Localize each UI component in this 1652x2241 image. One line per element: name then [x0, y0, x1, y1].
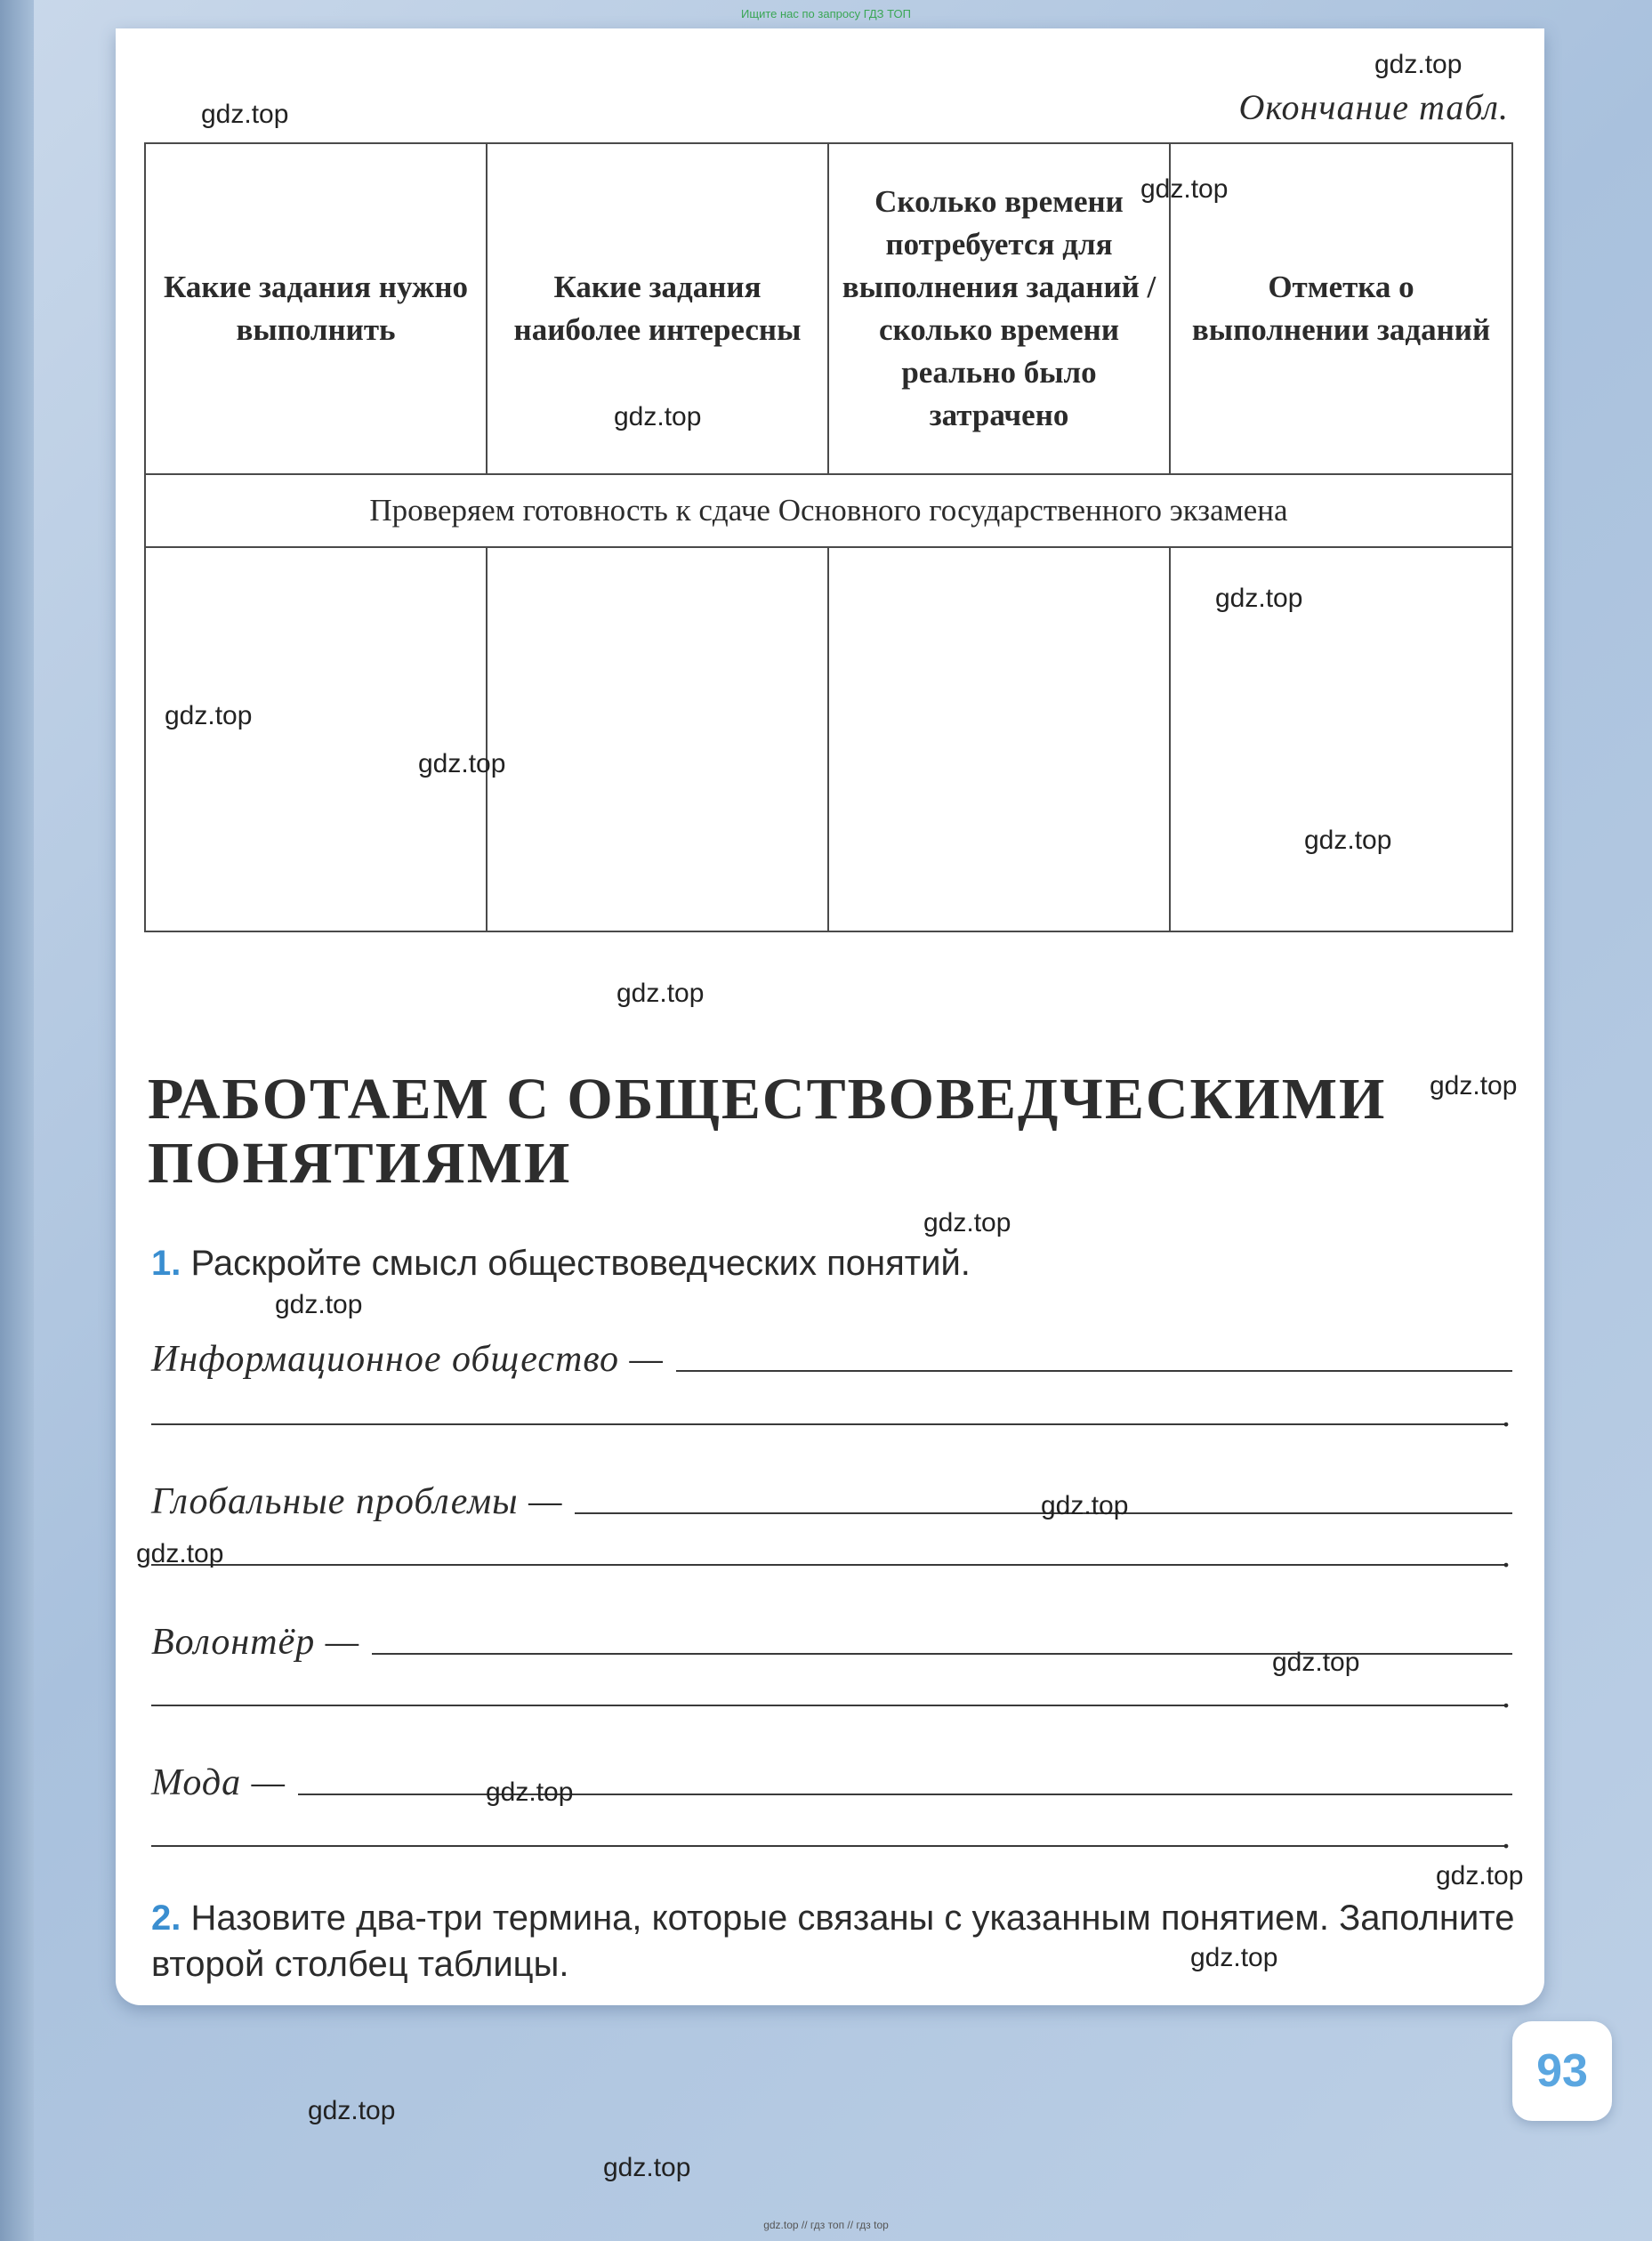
book-spine: [0, 0, 34, 2241]
watermark: gdz.top: [1215, 584, 1303, 613]
section-oge-readiness: Проверяем готовность к сдаче Основного государственного экзамена: [145, 474, 1512, 547]
term-information-society: Информационное общество —: [151, 1339, 664, 1380]
answer-line[interactable]: [151, 1845, 1505, 1847]
watermark: gdz.top: [614, 402, 702, 431]
watermark: gdz.top: [1430, 1071, 1518, 1100]
table-header-row: [145, 143, 1512, 474]
term-line-information-society: [151, 1327, 1512, 1381]
term-fashion: Мода —: [151, 1762, 286, 1803]
line-end-dot: .: [1502, 1816, 1511, 1856]
table-section-row: [145, 474, 1512, 547]
watermark: gdz.top: [1140, 174, 1229, 204]
task-1: [151, 1240, 1521, 1286]
task-1-text: Раскройте смысл обществоведческих понятий.: [190, 1244, 971, 1283]
watermark: gdz.top: [1436, 1861, 1524, 1890]
watermark: gdz.top: [616, 979, 705, 1008]
answer-line[interactable]: [298, 1794, 1512, 1795]
watermark: gdz.top: [418, 749, 506, 778]
term-line-global-problems: [151, 1470, 1512, 1523]
watermark: gdz.top: [165, 701, 253, 730]
header-tasks-required: Какие задания нужно выполнить: [145, 143, 487, 474]
answer-line[interactable]: [151, 1564, 1505, 1566]
task-2-text: Назовите два-три термина, которые связаны с указанным понятием. Заполните второй столбец таблицы.: [151, 1898, 1515, 1984]
term-global-problems: Глобальные проблемы —: [151, 1481, 563, 1522]
header-completion-mark: Отметка о выполнении заданий: [1170, 143, 1512, 474]
answer-line[interactable]: [676, 1370, 1512, 1372]
watermark: gdz.top: [275, 1290, 363, 1319]
line-end-dot: .: [1502, 1675, 1511, 1715]
watermark: gdz.top: [1304, 826, 1392, 855]
header-time: Сколько времени потребуется для выполнения заданий / сколько времени реально было затрачено: [828, 143, 1170, 474]
study-plan-table: [144, 142, 1513, 932]
task-2: [151, 1895, 1521, 1987]
task-1-number: 1.: [151, 1244, 181, 1283]
header-tasks-interesting: Какие задания наиболее интересны: [487, 143, 828, 474]
table-cell-blank[interactable]: [487, 547, 828, 931]
watermark: gdz.top: [136, 1539, 224, 1568]
top-banner: Ищите нас по запросу ГДЗ ТОП: [741, 7, 911, 20]
answer-line[interactable]: [151, 1423, 1505, 1425]
watermark: gdz.top: [1272, 1648, 1360, 1677]
watermark: gdz.top: [1041, 1491, 1129, 1520]
page-number: 93: [1512, 2021, 1612, 2121]
term-volunteer: Волонтёр —: [151, 1622, 360, 1663]
watermark: gdz.top: [1190, 1943, 1278, 1972]
watermark: gdz.top: [201, 100, 289, 129]
watermark: gdz.top: [308, 2096, 396, 2125]
line-end-dot: .: [1502, 1394, 1511, 1434]
table-cell-blank[interactable]: [828, 547, 1170, 931]
table-cell-blank[interactable]: [145, 547, 487, 931]
textbook-page: [116, 28, 1544, 2005]
watermark: gdz.top: [603, 2153, 691, 2182]
table-caption: Окончание табл.: [1238, 87, 1509, 127]
table-row: [145, 547, 1512, 931]
bottom-banner: gdz.top // гдз топ // гдз top: [763, 2219, 889, 2231]
section-heading: РАБОТАЕМ С ОБЩЕСТВОВЕДЧЕСКИМИ ПОНЯТИЯМИ: [148, 1067, 1387, 1196]
answer-line[interactable]: [151, 1705, 1505, 1706]
task-2-number: 2.: [151, 1898, 181, 1938]
watermark: gdz.top: [1374, 50, 1463, 79]
watermark: gdz.top: [923, 1208, 1011, 1237]
term-line-fashion: [151, 1751, 1512, 1804]
watermark: gdz.top: [486, 1777, 574, 1807]
line-end-dot: .: [1502, 1535, 1511, 1575]
